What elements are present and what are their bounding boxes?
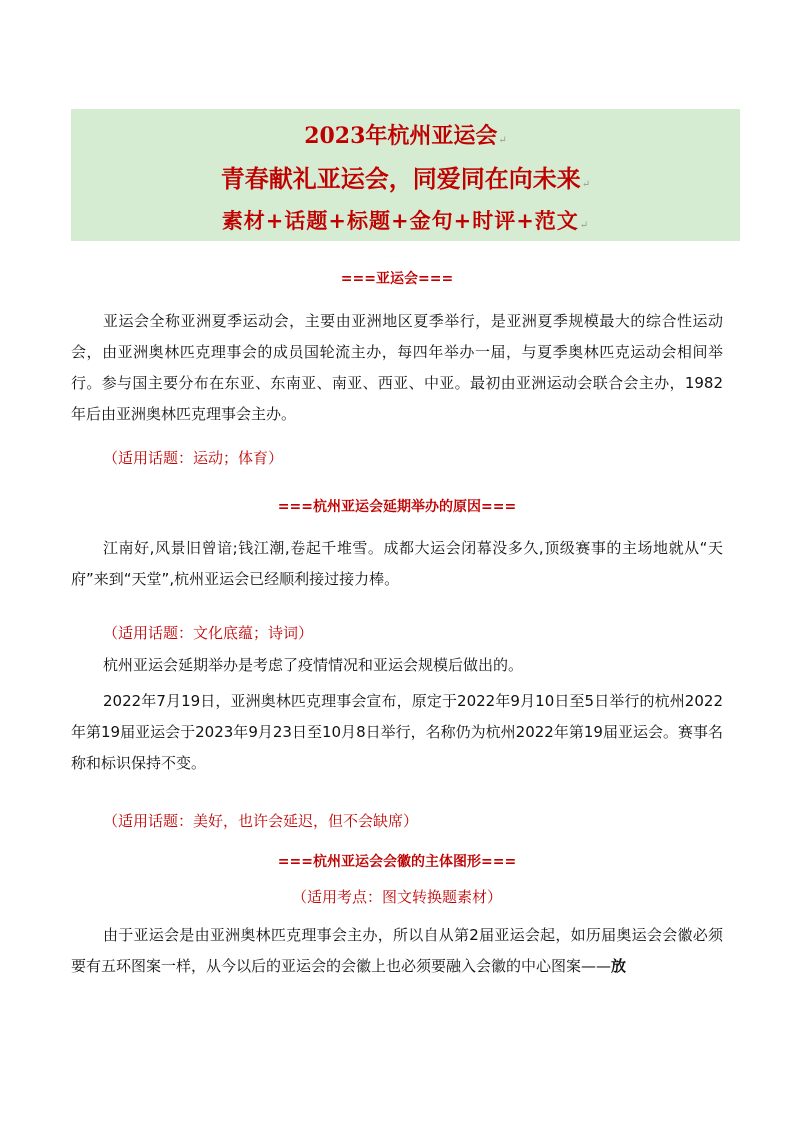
banner-title (71, 119, 740, 150)
topic-note-culture: （适用话题：文化底蕴；诗词） (103, 624, 314, 642)
paragraph-mark-icon: ↵ (579, 220, 590, 231)
paragraph-emblem (71, 920, 723, 982)
topic-note-beauty: （适用话题：美好，也许会延迟，但不会缺席） (103, 812, 419, 830)
paragraph-emblem-text: 由于亚运会是由亚洲奥林匹克理事会主办，所以自从第2届亚运会起，如历届奥运会会徽必须要有五环图案一样，从今以后的亚运会的会徽上也必须要融入会徽的中心图案—— (71, 926, 723, 975)
section-title-emblem: ===杭州亚运会会徽的主体图形=== (277, 854, 517, 870)
banner-subtitle-text: 素材+话题+标题+金句+时评+范文 (221, 208, 579, 233)
title-banner (71, 109, 740, 241)
topic-note-exam: （适用考点：图文转换题素材） (291, 888, 502, 906)
section-title-postponement: ===杭州亚运会延期举办的原因=== (277, 499, 517, 515)
paragraph-postponement-dates: 2022年7月19日，亚洲奥林匹克理事会宣布，原定于2022年9月10日至5日举行的杭州2022年第19届亚运会于2023年9月23日至10月8日举行，名称仍为杭州2022年第19届亚运会。赛事名称和标识保持不变。 (71, 692, 723, 772)
paragraph-asian-games-intro: 亚运会全称亚洲夏季运动会，主要由亚洲地区夏季举行，是亚洲夏季规模最大的综合性运动会，由亚洲奥林匹克理事会的成员国轮流主办，每四年举办一届，与夏季奥林匹克运动会相间举行。参与国主要分布在东亚、东南亚、南亚、西亚、中亚。最初由亚洲运动会联合会主办，1982年后由亚洲奥林匹克理事会主办。 (71, 312, 723, 423)
section-title-asian-games: ===亚运会=== (340, 271, 454, 287)
banner-title-text: 2023年杭州亚运会 (304, 123, 498, 149)
paragraph-emblem-bold-end: 放 (611, 957, 627, 975)
banner-slogan (71, 159, 740, 194)
topic-note-sports: （适用话题：运动；体育） (103, 449, 284, 467)
paragraph-mark-icon: ↵ (498, 135, 507, 146)
banner-slogan-text: 青春献礼亚运会，同爱同在向未来 (220, 164, 581, 193)
banner-subtitle (71, 205, 740, 235)
paragraph-jiangnan: 江南好,风景旧曾谙;钱江潮,卷起千堆雪。成都大运会闭幕没多久,顶级赛事的主场地就从“天府”来到“天堂”,杭州亚运会已经顺利接过接力棒。 (71, 539, 723, 588)
paragraph-postponement-reason: 杭州亚运会延期举办是考虑了疫情情况和亚运会规模后做出的。 (103, 656, 524, 674)
paragraph-mark-icon: ↵ (581, 179, 591, 190)
